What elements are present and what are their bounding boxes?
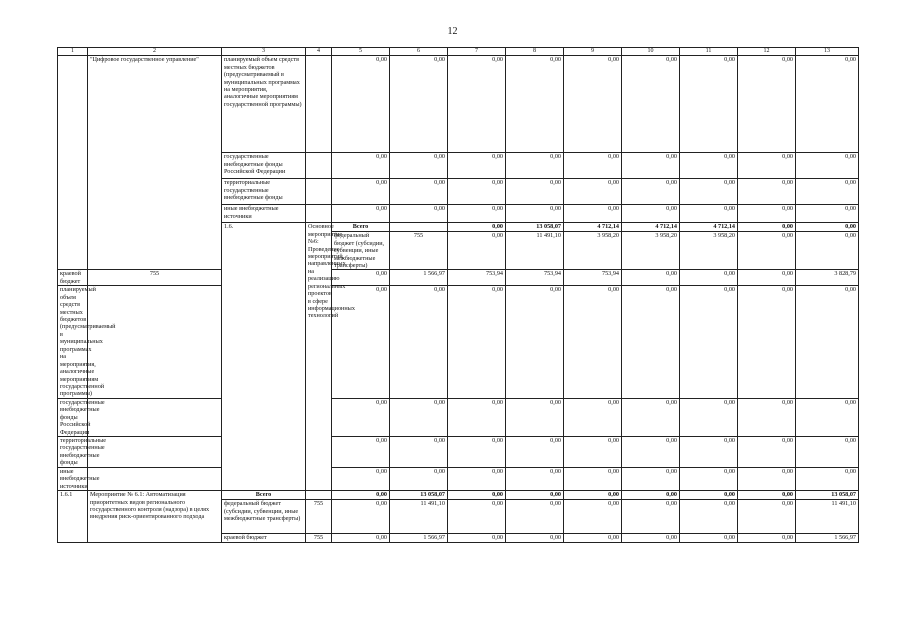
- amount-cell: 0,00: [390, 398, 448, 436]
- amount-cell: 0,00: [506, 467, 564, 490]
- funding-source: планируемый объем средств местных бюджетов (предусматриваемый в муниципальных программах на мероприятия, аналогичные мероприятиям государственной программы): [222, 56, 306, 153]
- amount-cell: 0,00: [390, 437, 448, 468]
- amount-cell: 13 058,07: [390, 491, 448, 500]
- amount-cell: 0,00: [506, 56, 564, 153]
- amount-cell: 0,00: [448, 153, 506, 179]
- budget-code: [88, 437, 222, 468]
- funding-source: Всего: [222, 491, 306, 500]
- column-number: 12: [738, 48, 796, 56]
- amount-cell: 3 828,79: [796, 270, 859, 286]
- amount-cell: 0,00: [796, 223, 859, 232]
- page-number: 12: [447, 26, 458, 37]
- amount-cell: 0,00: [564, 205, 622, 223]
- amount-cell: 0,00: [680, 179, 738, 205]
- column-number: 10: [622, 48, 680, 56]
- amount-cell: 0,00: [564, 491, 622, 500]
- amount-cell: 0,00: [622, 398, 680, 436]
- amount-cell: 0,00: [796, 286, 859, 399]
- amount-cell: 0,00: [332, 179, 390, 205]
- column-number: 4: [306, 48, 332, 56]
- amount-cell: 0,00: [680, 56, 738, 153]
- amount-cell: 11 491,10: [796, 500, 859, 534]
- amount-cell: 0,00: [506, 153, 564, 179]
- column-number-row: [58, 48, 859, 56]
- amount-cell: 0,00: [738, 232, 796, 270]
- amount-cell: 0,00: [448, 534, 506, 543]
- amount-cell: 0,00: [332, 56, 390, 153]
- amount-cell: 0,00: [332, 467, 390, 490]
- amount-cell: 0,00: [622, 286, 680, 399]
- amount-cell: 0,00: [796, 467, 859, 490]
- amount-cell: 0,00: [448, 467, 506, 490]
- amount-cell: 11 491,10: [390, 500, 448, 534]
- amount-cell: 0,00: [448, 437, 506, 468]
- amount-cell: 0,00: [448, 223, 506, 232]
- table-row: [58, 437, 859, 468]
- amount-cell: 0,00: [332, 534, 390, 543]
- amount-cell: 0,00: [622, 534, 680, 543]
- budget-code: [306, 179, 332, 205]
- amount-cell: 0,00: [448, 205, 506, 223]
- amount-cell: 3 958,20: [564, 232, 622, 270]
- column-number: 8: [506, 48, 564, 56]
- amount-cell: 0,00: [506, 500, 564, 534]
- table-row: [58, 56, 859, 153]
- budget-code: 755: [390, 232, 448, 270]
- amount-cell: 0,00: [506, 286, 564, 399]
- amount-cell: 0,00: [332, 286, 390, 399]
- amount-cell: 0,00: [738, 205, 796, 223]
- amount-cell: 0,00: [738, 398, 796, 436]
- amount-cell: 0,00: [738, 179, 796, 205]
- item-number: 1.6.1: [58, 491, 88, 543]
- budget-code: [88, 467, 222, 490]
- amount-cell: 11 491,10: [506, 232, 564, 270]
- amount-cell: 0,00: [448, 286, 506, 399]
- amount-cell: 0,00: [332, 491, 390, 500]
- funding-source: Всего: [332, 223, 390, 232]
- amount-cell: 0,00: [448, 491, 506, 500]
- funding-source: планируемый объем средств местных бюджетов (предусматриваемый в муниципальных программах на мероприятия, аналогичные мероприятиям государственной программы): [58, 286, 88, 399]
- amount-cell: 0,00: [622, 467, 680, 490]
- amount-cell: 0,00: [738, 437, 796, 468]
- funding-source: государственные внебюджетные фонды Российской Федерации: [58, 398, 88, 436]
- amount-cell: 0,00: [390, 467, 448, 490]
- amount-cell: 0,00: [390, 286, 448, 399]
- funding-source: государственные внебюджетные фонды Российской Федерации: [222, 153, 306, 179]
- amount-cell: 0,00: [506, 534, 564, 543]
- amount-cell: 1 566,97: [390, 534, 448, 543]
- amount-cell: 4 712,14: [564, 223, 622, 232]
- funding-source: краевой бюджет: [58, 270, 88, 286]
- amount-cell: 0,00: [680, 467, 738, 490]
- amount-cell: 0,00: [448, 500, 506, 534]
- amount-cell: 0,00: [680, 398, 738, 436]
- item-number: [58, 56, 88, 270]
- amount-cell: 0,00: [448, 398, 506, 436]
- amount-cell: 0,00: [390, 153, 448, 179]
- table-row: [58, 270, 859, 286]
- item-number: 1.6.: [222, 223, 306, 491]
- amount-cell: 753,94: [448, 270, 506, 286]
- amount-cell: 0,00: [564, 500, 622, 534]
- item-name: "Цифровое государственное управление": [88, 56, 222, 270]
- amount-cell: 0,00: [738, 56, 796, 153]
- amount-cell: 0,00: [332, 270, 390, 286]
- column-number: 6: [390, 48, 448, 56]
- budget-code: [306, 56, 332, 153]
- amount-cell: 0,00: [738, 500, 796, 534]
- amount-cell: 0,00: [680, 270, 738, 286]
- amount-cell: 0,00: [332, 500, 390, 534]
- funding-source: краевой бюджет: [222, 534, 306, 543]
- amount-cell: 0,00: [564, 437, 622, 468]
- amount-cell: 0,00: [390, 205, 448, 223]
- amount-cell: 0,00: [564, 534, 622, 543]
- column-number: 11: [680, 48, 738, 56]
- amount-cell: 0,00: [564, 286, 622, 399]
- amount-cell: 0,00: [332, 437, 390, 468]
- amount-cell: 13 058,07: [796, 491, 859, 500]
- amount-cell: 0,00: [738, 153, 796, 179]
- amount-cell: 0,00: [390, 56, 448, 153]
- amount-cell: 0,00: [738, 270, 796, 286]
- column-number: 13: [796, 48, 859, 56]
- budget-code: [390, 223, 448, 232]
- column-number: 3: [222, 48, 306, 56]
- amount-cell: 0,00: [564, 56, 622, 153]
- amount-cell: 0,00: [564, 153, 622, 179]
- amount-cell: 0,00: [796, 398, 859, 436]
- amount-cell: 0,00: [738, 534, 796, 543]
- budget-code: 755: [88, 270, 222, 286]
- funding-source: иные внебюджетные источники: [222, 205, 306, 223]
- amount-cell: 0,00: [622, 437, 680, 468]
- column-number: 9: [564, 48, 622, 56]
- amount-cell: 0,00: [738, 223, 796, 232]
- amount-cell: 0,00: [506, 179, 564, 205]
- amount-cell: 0,00: [680, 500, 738, 534]
- amount-cell: 0,00: [564, 398, 622, 436]
- amount-cell: 0,00: [448, 232, 506, 270]
- amount-cell: 0,00: [622, 205, 680, 223]
- amount-cell: 0,00: [622, 56, 680, 153]
- budget-table: [57, 47, 859, 543]
- column-number: 7: [448, 48, 506, 56]
- amount-cell: 3 958,20: [622, 232, 680, 270]
- column-number: 1: [58, 48, 88, 56]
- amount-cell: 3 958,20: [680, 232, 738, 270]
- amount-cell: 0,00: [564, 179, 622, 205]
- amount-cell: 0,00: [796, 56, 859, 153]
- amount-cell: 0,00: [738, 467, 796, 490]
- amount-cell: 0,00: [332, 153, 390, 179]
- table-row: [58, 286, 859, 399]
- amount-cell: 0,00: [622, 179, 680, 205]
- item-name: Мероприятие № 6.1: Автоматизация приоритетных видов регионального государственного контроля (надзора) в целях внедрения риск-ориентированного подхода: [88, 491, 222, 543]
- funding-source: территориальные государственные внебюджетные фонды: [222, 179, 306, 205]
- budget-code: [306, 491, 332, 500]
- funding-source: федеральный бюджет (субсидии, субвенции, иные межбюджетные трансферты): [332, 232, 390, 270]
- amount-cell: 753,94: [506, 270, 564, 286]
- amount-cell: 0,00: [680, 286, 738, 399]
- amount-cell: 0,00: [796, 205, 859, 223]
- amount-cell: 0,00: [680, 491, 738, 500]
- item-name: Основное мероприятие №6: Проведение мероприятий, направленных на реализацию региональных проектов в сфере информационных технологий: [306, 223, 332, 491]
- amount-cell: 0,00: [796, 232, 859, 270]
- amount-cell: 0,00: [796, 179, 859, 205]
- budget-code: [306, 153, 332, 179]
- amount-cell: 0,00: [738, 286, 796, 399]
- column-number: 2: [88, 48, 222, 56]
- amount-cell: 0,00: [796, 153, 859, 179]
- amount-cell: 0,00: [622, 270, 680, 286]
- budget-code: 755: [306, 500, 332, 534]
- amount-cell: 0,00: [506, 491, 564, 500]
- amount-cell: 0,00: [506, 205, 564, 223]
- amount-cell: 0,00: [390, 179, 448, 205]
- amount-cell: 0,00: [332, 205, 390, 223]
- amount-cell: 0,00: [622, 153, 680, 179]
- amount-cell: 0,00: [796, 437, 859, 468]
- amount-cell: 0,00: [680, 437, 738, 468]
- amount-cell: 753,94: [564, 270, 622, 286]
- amount-cell: 0,00: [448, 179, 506, 205]
- amount-cell: 4 712,14: [680, 223, 738, 232]
- amount-cell: 13 058,07: [506, 223, 564, 232]
- amount-cell: 0,00: [622, 491, 680, 500]
- amount-cell: 0,00: [680, 205, 738, 223]
- table-row: [58, 398, 859, 436]
- amount-cell: 4 712,14: [622, 223, 680, 232]
- amount-cell: 0,00: [506, 437, 564, 468]
- amount-cell: 0,00: [738, 491, 796, 500]
- amount-cell: 0,00: [680, 534, 738, 543]
- amount-cell: 1 566,97: [796, 534, 859, 543]
- amount-cell: 0,00: [332, 398, 390, 436]
- budget-code: 755: [306, 534, 332, 543]
- amount-cell: 0,00: [448, 56, 506, 153]
- amount-cell: 0,00: [622, 500, 680, 534]
- table-row: [58, 467, 859, 490]
- budget-code: [88, 398, 222, 436]
- table-row: [58, 491, 859, 500]
- amount-cell: 0,00: [680, 153, 738, 179]
- column-number: 5: [332, 48, 390, 56]
- funding-source: иные внебюджетные источники: [58, 467, 88, 490]
- amount-cell: 1 566,97: [390, 270, 448, 286]
- amount-cell: 0,00: [564, 467, 622, 490]
- funding-source: территориальные государственные внебюджетные фонды: [58, 437, 88, 468]
- budget-code: [306, 205, 332, 223]
- budget-code: [88, 286, 222, 399]
- amount-cell: 0,00: [506, 398, 564, 436]
- funding-source: федеральный бюджет (субсидии, субвенции, иные межбюджетные трансферты): [222, 500, 306, 534]
